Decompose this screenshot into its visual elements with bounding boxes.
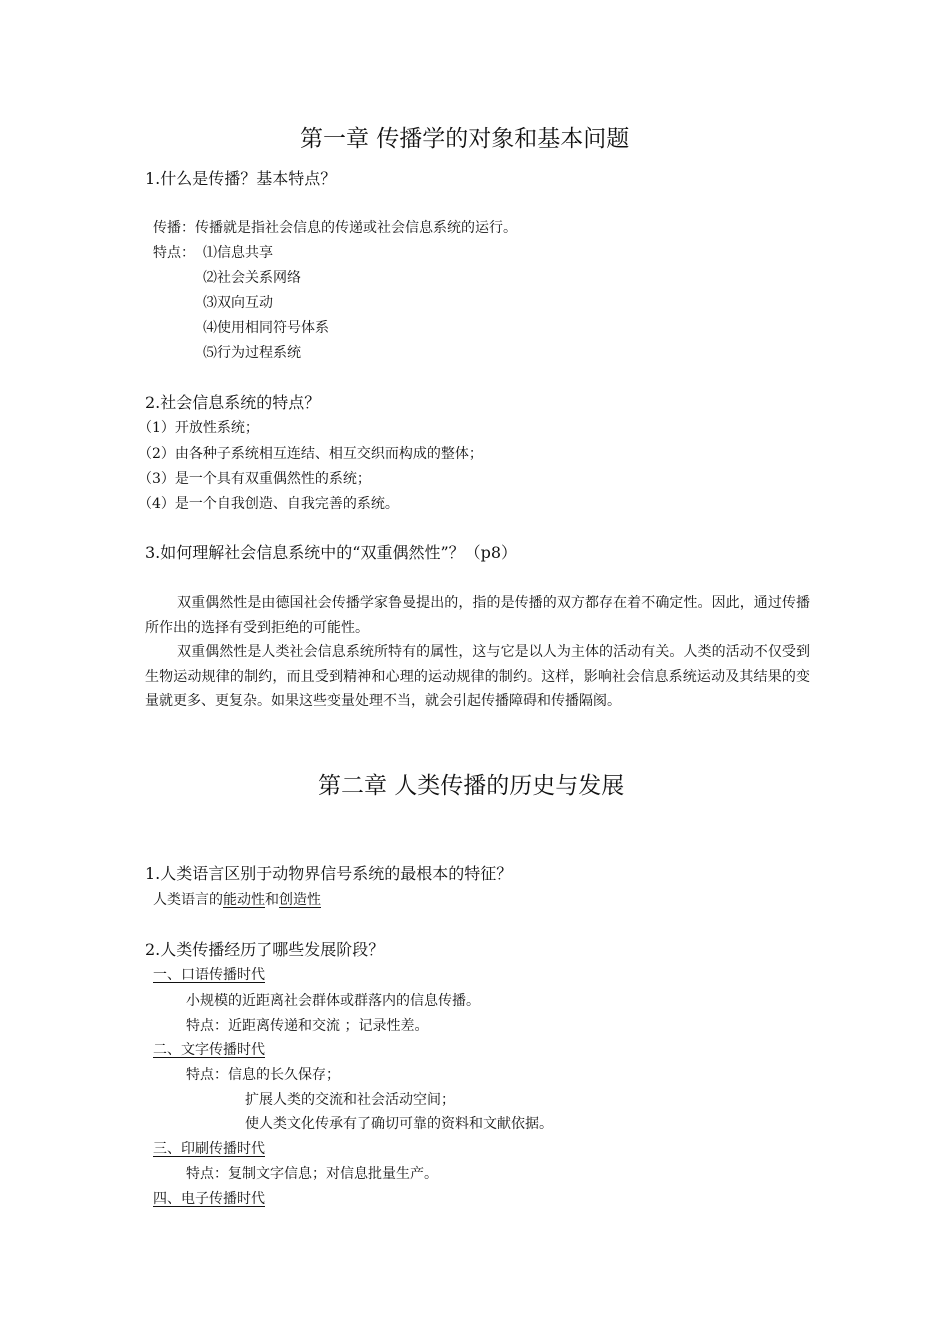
ch2-q2-heading: 2.人类传播经历了哪些发展阶段？ [145, 940, 385, 959]
ch1-q2-item: （2）由各种子系统相互连结、相互交织而构成的整体； [138, 446, 483, 462]
ch1-q3-paragraph-1: 双重偶然性是由德国社会传播学家鲁曼提出的，指的是传播的双方都存在着不确定性。因此，通过传播所作出的选择有受到拒绝的可能性。 [145, 595, 810, 636]
ch1-q2-item: （3）是一个具有双重偶然性的系统； [138, 471, 371, 487]
stage2-features-2: 扩展人类的交流和社会活动空间； [245, 1092, 455, 1108]
ch1-q2-heading: 2.社会信息系统的特点？ [145, 393, 321, 412]
ch1-q1-feature: ⑸行为过程系统 [203, 345, 301, 361]
stage4-title: 四、电子传播时代 [153, 1191, 265, 1207]
stage2-features-3: 使人类文化传承有了确切可靠的资料和文献依据。 [245, 1116, 553, 1132]
chapter1-title: 第一章 传播学的对象和基本问题 [300, 126, 630, 152]
ch1-q3-heading: 3.如何理解社会信息系统中的“双重偶然性”？（p8） [145, 543, 518, 562]
ch1-q2-item: （1）开放性系统； [138, 420, 259, 436]
ch2-q1-answer-join: 和 [265, 892, 279, 908]
chapter2-title: 第二章 人类传播的历史与发展 [318, 773, 625, 799]
stage3-features: 特点：复制文字信息；对信息批量生产。 [186, 1166, 438, 1182]
stage1-desc: 小规模的近距离社会群体或群落内的信息传播。 [186, 993, 480, 1009]
ch2-q1-answer [153, 889, 321, 909]
stage2-title: 二、文字传播时代 [153, 1042, 265, 1058]
ch1-q1-feature: ⑵社会关系网络 [203, 270, 301, 286]
stage1-features: 特点：近距离传递和交流 ；记录性差。 [186, 1018, 429, 1034]
ch1-q1-feature: ⑴信息共享 [203, 245, 273, 261]
stage1-title: 一、口语传播时代 [153, 967, 265, 983]
ch1-q2-item: （4）是一个自我创造、自我完善的系统。 [138, 496, 399, 512]
ch1-q1-heading: 1.什么是传播？基本特点？ [145, 169, 337, 188]
ch2-q1-term-2: 创造性 [279, 892, 321, 908]
ch2-q1-answer-prefix: 人类语言的 [153, 892, 223, 908]
ch1-q3-paragraph-2: 双重偶然性是人类社会信息系统所特有的属性，这与它是以人为主体的活动有关。人类的活动不仅受到生物运动规律的制约，而且受到精神和心理的运动规律的制约。这样，影响社会信息系统运动及其结果的变量就更多、更复杂。如果这些变量处理不当，就会引起传播障碍和传播隔阂。 [145, 644, 810, 709]
ch1-q1-feature: ⑷使用相同符号体系 [203, 320, 329, 336]
ch1-q1-feature: ⑶双向互动 [203, 295, 273, 311]
ch2-q1-heading: 1.人类语言区别于动物界信号系统的最根本的特征？ [145, 864, 513, 883]
stage3-title: 三、印刷传播时代 [153, 1141, 265, 1157]
ch1-q1-features-label: 特点： [153, 245, 195, 261]
stage2-features-1: 特点：信息的长久保存； [186, 1067, 340, 1083]
ch1-q1-definition: 传播：传播就是指社会信息的传递或社会信息系统的运行。 [153, 220, 517, 236]
ch2-q1-term-1: 能动性 [223, 892, 265, 908]
